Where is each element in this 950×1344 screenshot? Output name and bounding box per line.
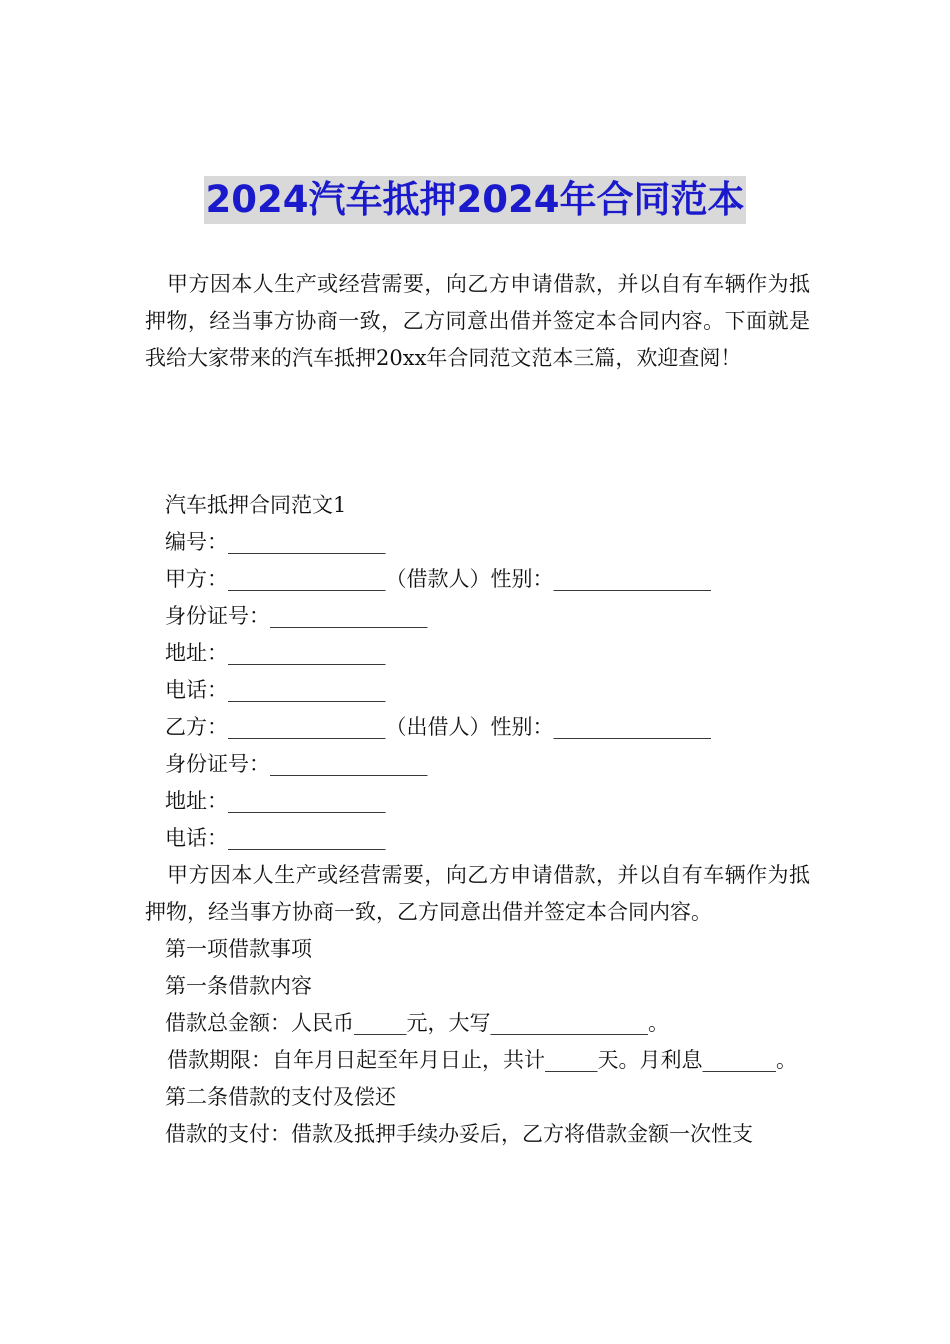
body-intro-paragraph: 甲方因本人生产或经营需要，向乙方申请借款，并以自有车辆作为抵押物，经当事方协商一致，乙方同意出借并签定本合同内容。: [145, 863, 810, 924]
intro-paragraph: 甲方因本人生产或经营需要，向乙方申请借款，并以自有车辆作为抵押物，经当事方协商一致，乙方同意出借并签定本合同内容。下面就是我给大家带来的汽车抵押20xx年合同范文范本三篇，欢迎查阅！: [145, 272, 810, 370]
section-heading: 汽车抵押合同范文1: [165, 493, 347, 517]
payment-clause: 借款的支付：借款及抵押手续办妥后，乙方将借款金额一次性支: [165, 1122, 753, 1146]
contract-body: [145, 487, 810, 1153]
party-a-address-field: 地址：_______________: [165, 641, 386, 665]
party-b-field: 乙方：_______________（出借人）性别：_______________: [165, 715, 711, 739]
title-container: [0, 176, 950, 224]
party-a-id-field: 身份证号：_______________: [165, 604, 428, 628]
article-1-heading: 第一条借款内容: [165, 974, 312, 998]
party-b-id-field: 身份证号：_______________: [165, 752, 428, 776]
article-2-heading: 第二条借款的支付及偿还: [165, 1085, 396, 1109]
party-a-field: 甲方：_______________（借款人）性别：_______________: [165, 567, 711, 591]
loan-amount-clause: 借款总金额：人民币_____元，大写_______________。: [165, 1011, 669, 1035]
party-a-phone-field: 电话：_______________: [165, 678, 386, 702]
contract-number-field: 编号：_______________: [165, 530, 386, 554]
item-1-heading: 第一项借款事项: [165, 937, 312, 961]
party-b-address-field: 地址：_______________: [165, 789, 386, 813]
loan-term-clause: 借款期限：自年月日起至年月日止，共计_____天。月利息_______。: [167, 1048, 797, 1072]
party-b-phone-field: 电话：_______________: [165, 826, 386, 850]
document-title: 2024汽车抵押2024年合同范本: [204, 176, 747, 224]
